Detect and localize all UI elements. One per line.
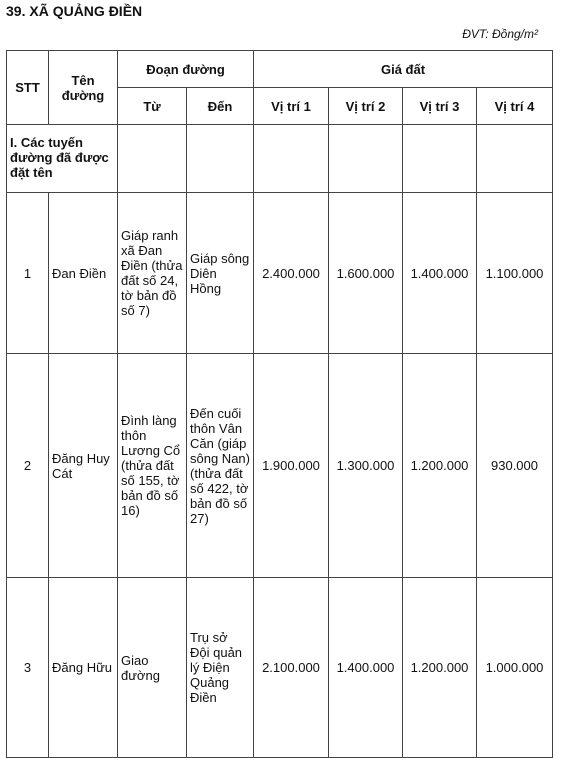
row-vt4: 1.000.000 [477,578,553,758]
header-vt1: Vị trí 1 [254,88,329,125]
header-vt2: Vị trí 2 [329,88,403,125]
row-den: Trụ sở Đội quản lý Điện Quảng Điền [187,578,254,758]
row-vt4: 930.000 [477,354,553,578]
row-vt1: 2.100.000 [254,578,329,758]
row-den: Đến cuối thôn Vân Căn (giáp sông Nan) (thửa đất số 422, tờ bản đồ số 27) [187,354,254,578]
table-row [7,193,553,354]
empty-cell [187,125,254,193]
row-tu: Giao đường [118,578,187,758]
row-vt1: 1.900.000 [254,354,329,578]
row-ten-duong: Đan Điền [49,193,118,354]
header-vt3: Vị trí 3 [403,88,477,125]
row-vt2: 1.600.000 [329,193,403,354]
row-vt1: 2.400.000 [254,193,329,354]
unit-label: ĐVT: Đồng/m² [462,27,538,41]
row-stt: 1 [7,193,49,354]
header-row-1 [7,51,553,88]
header-tu: Từ [118,88,187,125]
row-vt3: 1.400.000 [403,193,477,354]
header-ten-duong: Tên đường [49,51,118,125]
page-title: 39. XÃ QUẢNG ĐIỀN [6,3,143,19]
header-den: Đến [187,88,254,125]
row-stt: 3 [7,578,49,758]
empty-cell [403,125,477,193]
row-stt: 2 [7,354,49,578]
empty-cell [254,125,329,193]
row-den: Giáp sông Diên Hồng [187,193,254,354]
row-ten-duong: Đăng Hữu [49,578,118,758]
row-vt2: 1.300.000 [329,354,403,578]
section-row [7,125,553,193]
row-vt3: 1.200.000 [403,578,477,758]
row-tu: Giáp ranh xã Đan Điền (thửa đất số 24, tờ bản đồ số 7) [118,193,187,354]
row-ten-duong: Đăng Huy Cát [49,354,118,578]
land-price-table [6,50,553,758]
row-vt4: 1.100.000 [477,193,553,354]
header-gia-dat: Giá đất [254,51,553,88]
table-row [7,578,553,758]
row-tu: Đình làng thôn Lương Cổ (thửa đất số 155, tờ bản đồ số 16) [118,354,187,578]
table-row [7,354,553,578]
empty-cell [329,125,403,193]
section-title: I. Các tuyến đường đã được đặt tên [7,125,118,193]
header-vt4: Vị trí 4 [477,88,553,125]
header-doan-duong: Đoạn đường [118,51,254,88]
empty-cell [477,125,553,193]
row-vt3: 1.200.000 [403,354,477,578]
row-vt2: 1.400.000 [329,578,403,758]
header-stt: STT [7,51,49,125]
empty-cell [118,125,187,193]
